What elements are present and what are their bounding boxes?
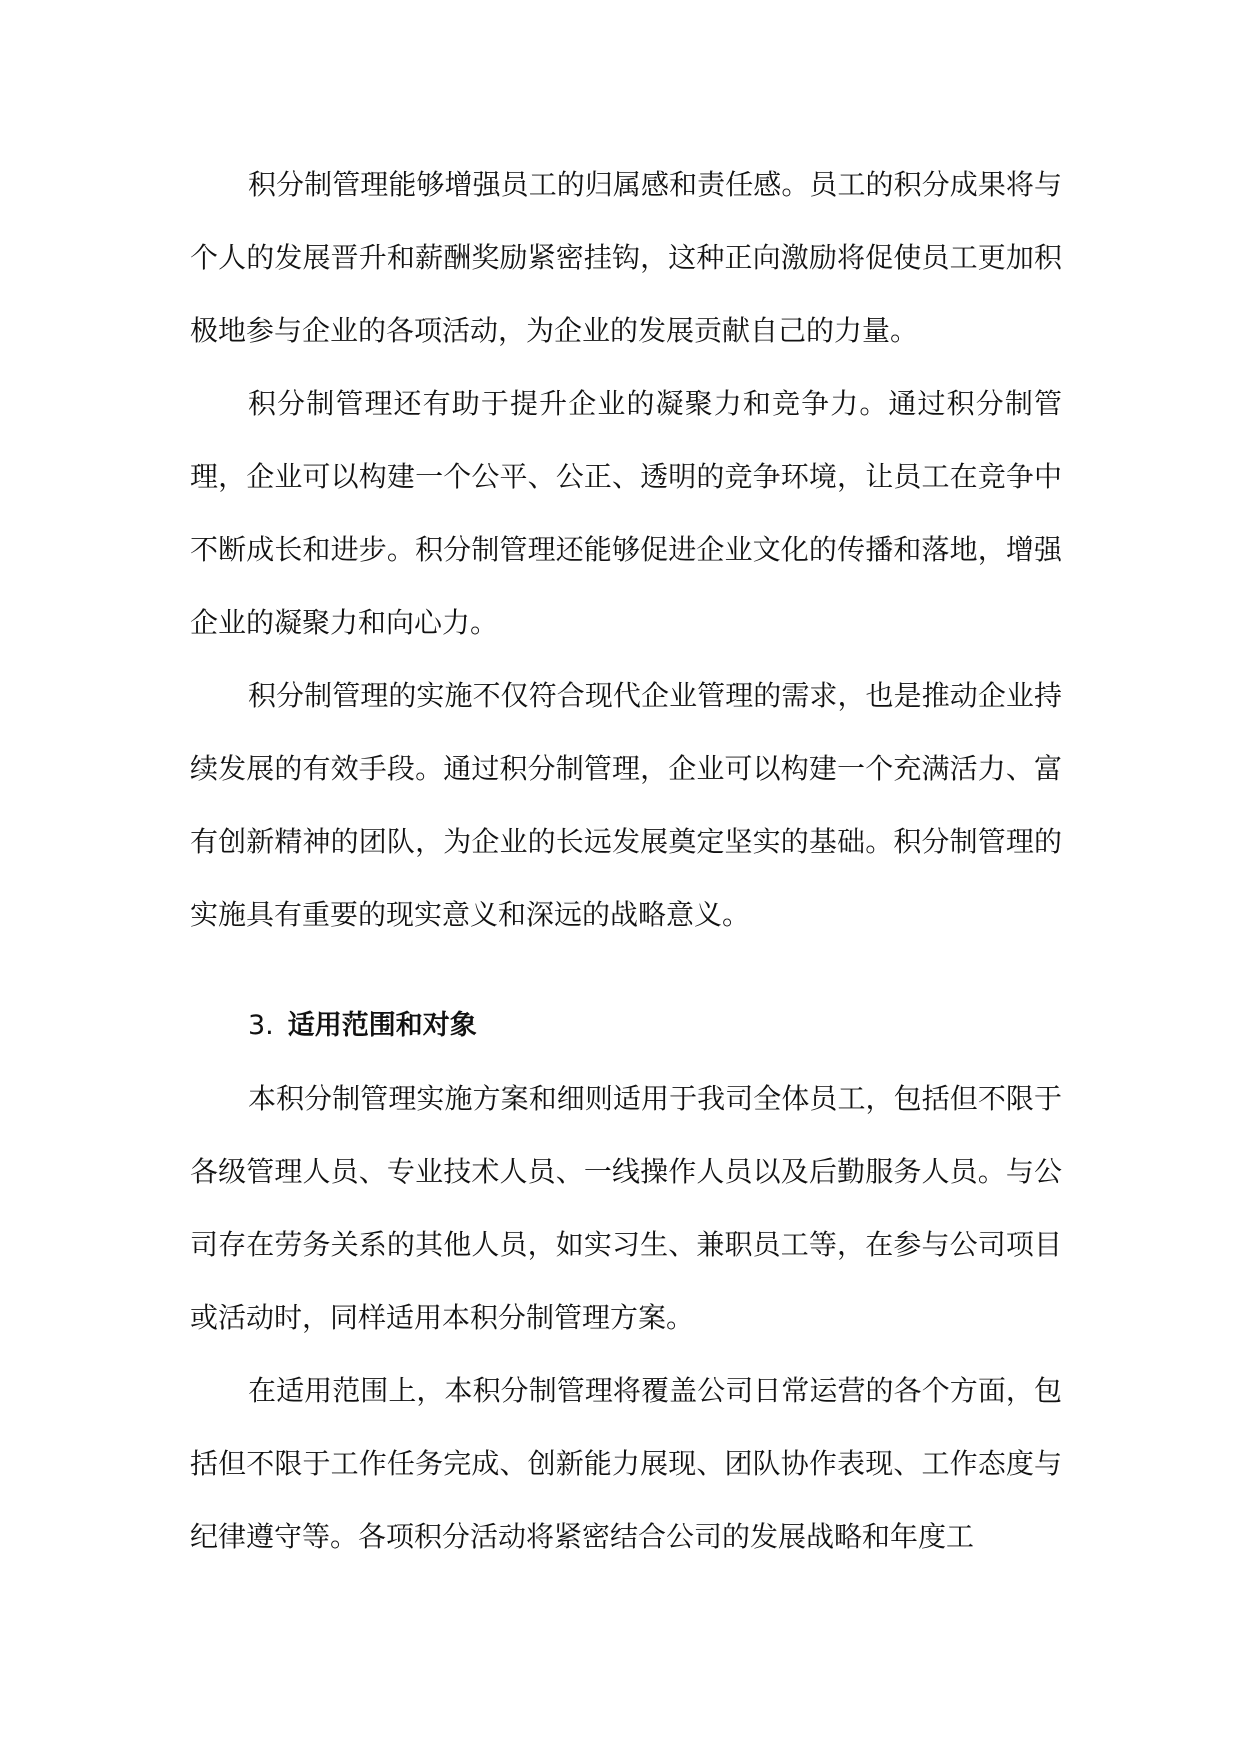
paragraph-scope-coverage: 在适用范围上，本积分制管理将覆盖公司日常运营的各个方面，包括但不限于工作任务完成、创新能力展现、团队协作表现、工作态度与纪律遵守等。各项积分活动将紧密结合公司的发展战略和年度工	[190, 1374, 1062, 1553]
section-heading	[190, 989, 1062, 1062]
paragraph-belonging: 积分制管理能够增强员工的归属感和责任感。员工的积分成果将与个人的发展晋升和薪酬奖励紧密挂钩，这种正向激励将促使员工更加积极地参与企业的各项活动，为企业的发展贡献自己的力量。	[190, 168, 1062, 347]
section-title: 适用范围和对象	[287, 1010, 477, 1041]
document-body	[190, 148, 1062, 1573]
section-number: 3.	[248, 1010, 274, 1041]
paragraph-significance: 积分制管理的实施不仅符合现代企业管理的需求，也是推动企业持续发展的有效手段。通过积分制管理，企业可以构建一个充满活力、富有创新精神的团队，为企业的长远发展奠定坚实的基础。积分制管理的实施具有重要的现实意义和深远的战略意义。	[190, 679, 1062, 931]
paragraph-scope-personnel: 本积分制管理实施方案和细则适用于我司全体员工，包括但不限于各级管理人员、专业技术人员、一线操作人员以及后勤服务人员。与公司存在劳务关系的其他人员，如实习生、兼职员工等，在参与公司项目或活动时，同样适用本积分制管理方案。	[190, 1082, 1062, 1334]
paragraph-cohesion: 积分制管理还有助于提升企业的凝聚力和竞争力。通过积分制管理，企业可以构建一个公平、公正、透明的竞争环境，让员工在竞争中不断成长和进步。积分制管理还能够促进企业文化的传播和落地，增强企业的凝聚力和向心力。	[190, 387, 1062, 639]
